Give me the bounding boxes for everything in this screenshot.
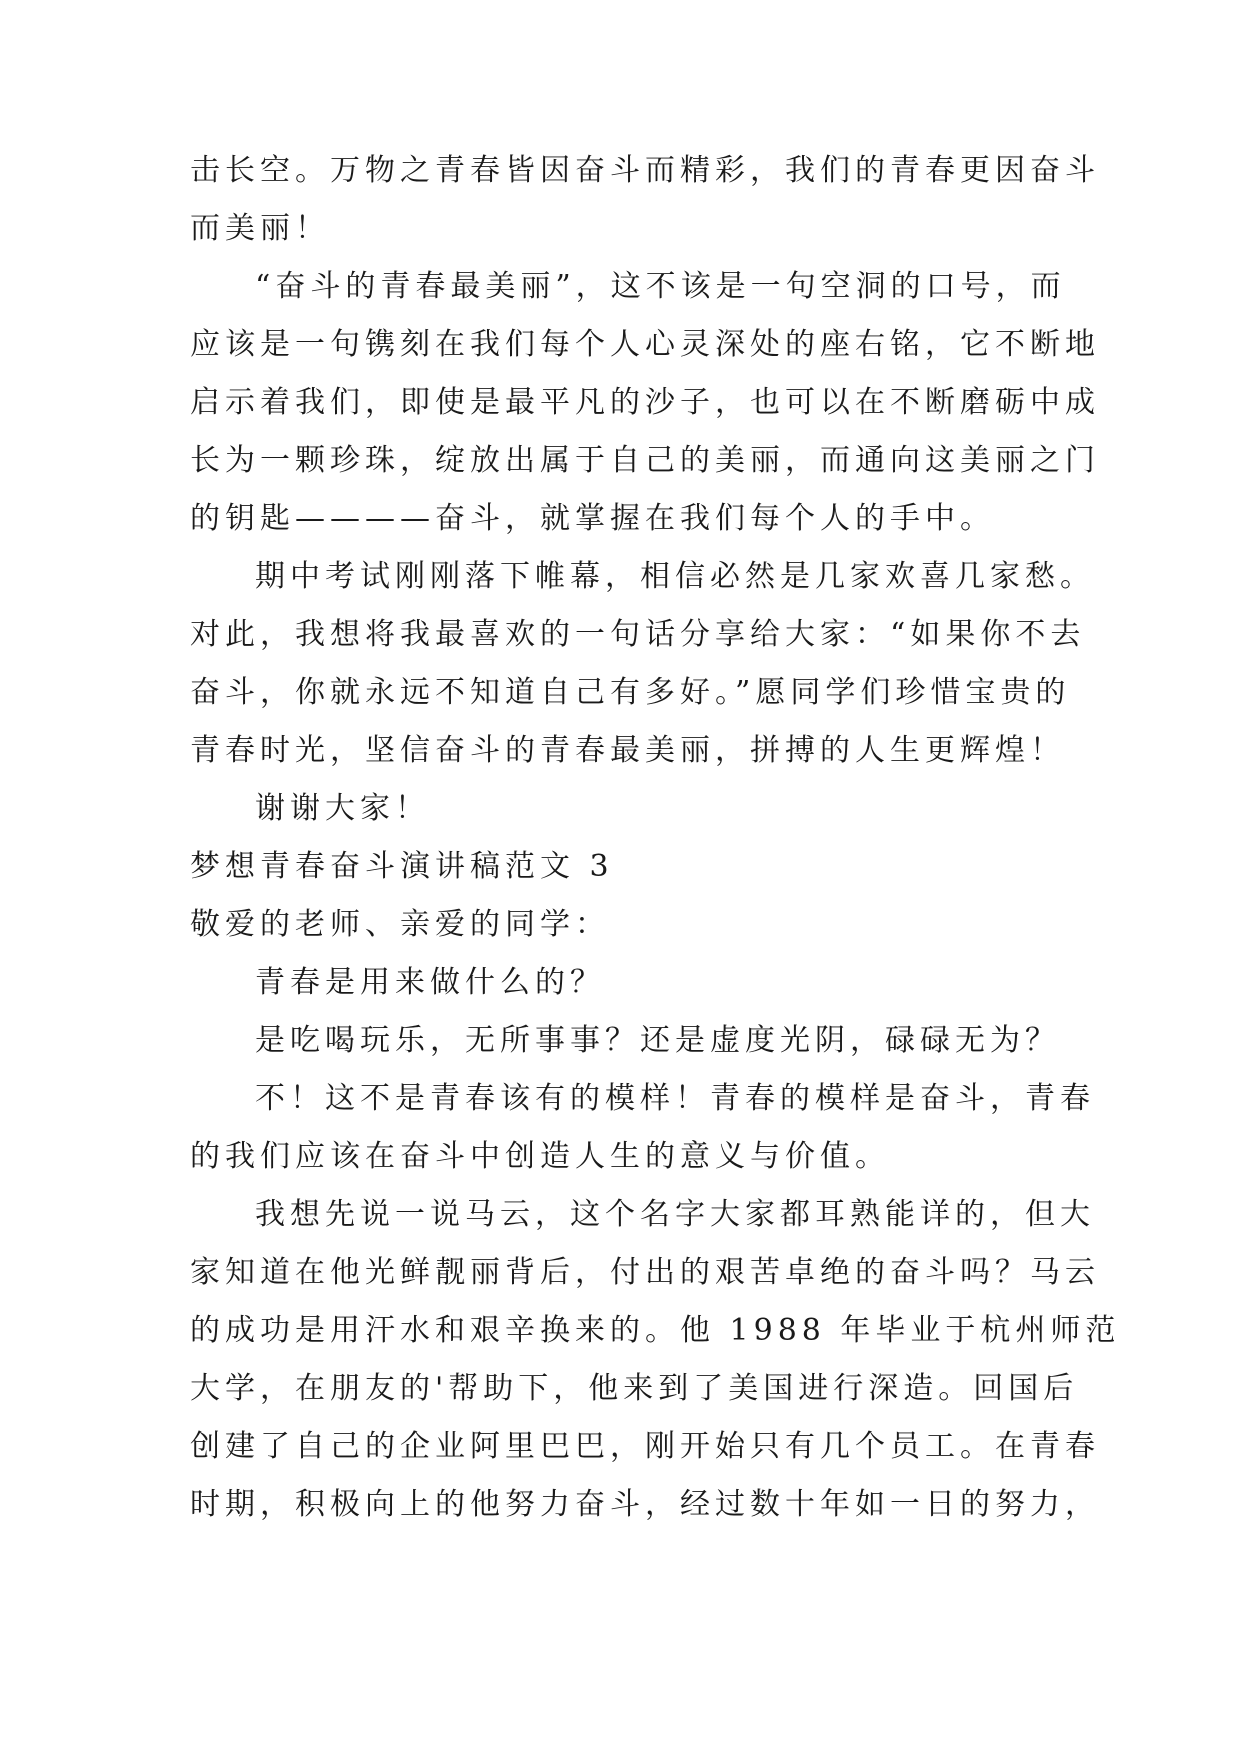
paragraph-line: 期中考试刚刚落下帷幕，相信必然是几家欢喜几家愁。	[255, 559, 1095, 594]
text-line: 对此，我想将我最喜欢的一句话分享给大家：“如果你不去	[190, 617, 1086, 652]
text-line: 家知道在他光鲜靓丽背后，付出的艰苦卓绝的奋斗吗？马云	[190, 1255, 1100, 1290]
text-line: 击长空。万物之青春皆因奋斗而精彩，我们的青春更因奋斗	[190, 153, 1100, 188]
salutation: 敬爱的老师、亲爱的同学：	[190, 907, 610, 942]
paragraph-line: 不！这不是青春该有的模样！青春的模样是奋斗，青春	[255, 1081, 1095, 1116]
paragraph-line: “奋斗的青春最美丽”，这不该是一句空洞的口号，而	[255, 269, 1066, 304]
text-line: 大学，在朋友的'帮助下，他来到了美国进行深造。回国后	[190, 1371, 1079, 1406]
text-line: 应该是一句镌刻在我们每个人心灵深处的座右铭，它不断地	[190, 327, 1100, 362]
section-title: 梦想青春奋斗演讲稿范文 3	[190, 849, 614, 884]
text-line: 而美丽！	[190, 211, 330, 246]
text-line: 启示着我们，即使是最平凡的沙子，也可以在不断磨砺中成	[190, 385, 1100, 420]
text-line: 的我们应该在奋斗中创造人生的意义与价值。	[190, 1139, 890, 1174]
text-line: 时期，积极向上的他努力奋斗，经过数十年如一日的努力，	[190, 1487, 1100, 1522]
text-line: 青春时光，坚信奋斗的青春最美丽，拼搏的人生更辉煌！	[190, 733, 1065, 768]
text-line: 的钥匙————奋斗，就掌握在我们每个人的手中。	[190, 501, 995, 536]
paragraph-line: 我想先说一说马云，这个名字大家都耳熟能详的，但大	[255, 1197, 1095, 1232]
closing-line: 谢谢大家！	[255, 791, 430, 826]
paragraph-line: 是吃喝玩乐，无所事事？还是虚度光阴，碌碌无为？	[255, 1023, 1060, 1058]
text-line: 奋斗，你就永远不知道自己有多好。”愿同学们珍惜宝贵的	[190, 675, 1071, 710]
text-line: 长为一颗珍珠，绽放出属于自己的美丽，而通向这美丽之门	[190, 443, 1100, 478]
text-line: 的成功是用汗水和艰辛换来的。他 1988 年毕业于杭州师范	[190, 1313, 1121, 1348]
text-line: 创建了自己的企业阿里巴巴，刚开始只有几个员工。在青春	[190, 1429, 1100, 1464]
paragraph-line: 青春是用来做什么的？	[255, 965, 605, 1000]
